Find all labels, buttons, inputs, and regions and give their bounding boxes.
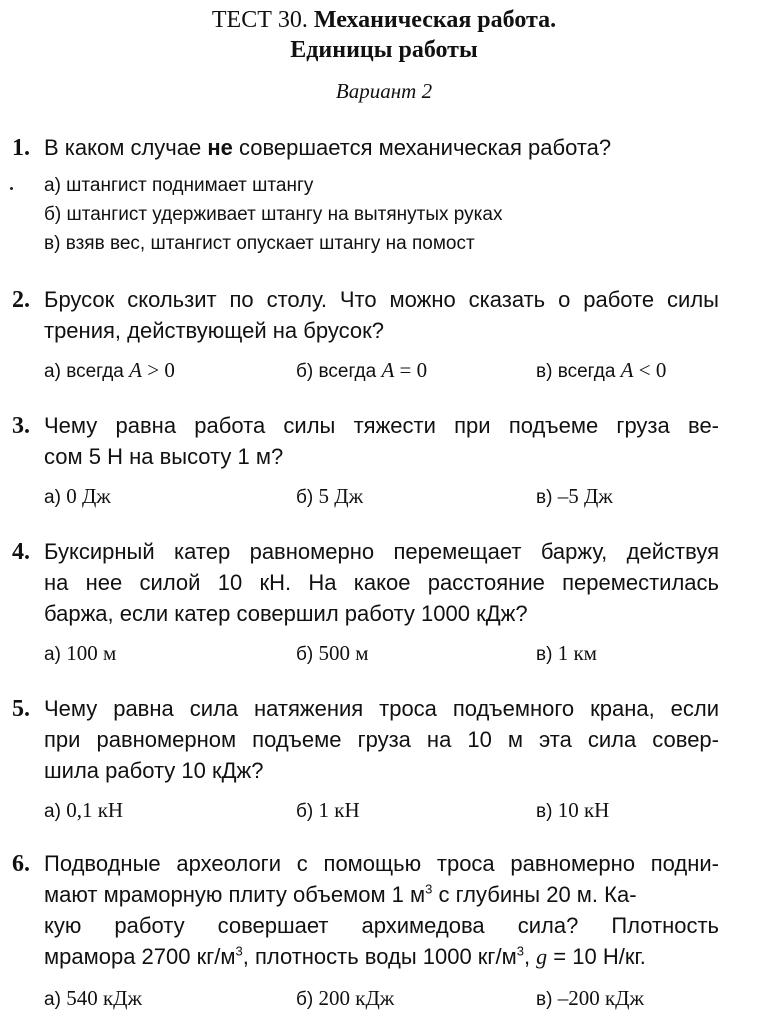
question-number: 3. [12,413,30,439]
option-relation: = 0 [394,358,428,382]
question-line: на нее силой 10 кН. На какое расстояние переместилась [44,570,719,595]
option-value: 500 м [318,641,369,665]
option-label: в) [536,361,553,382]
question-line: баржа, если катер совершил работу 1000 кДж? [44,601,528,626]
option [44,797,123,825]
option-value: 10 кН [557,798,610,822]
option-label: б) [296,487,314,508]
question-number: 4. [12,539,30,565]
question-number: 2. [12,287,30,313]
option [536,483,613,511]
superscript: 3 [425,881,433,897]
question-text [44,133,719,163]
question-line: при равномерном подъеме груза на 10 м эта сила совер- [44,727,719,752]
option: в) взяв вес, штангист опускает штангу на помост [44,233,475,254]
option [44,640,116,668]
superscript: 3 [235,943,243,959]
option [296,985,394,1013]
option [536,640,597,668]
option [44,483,111,511]
option-label: а) [44,801,61,822]
topic-line-1: Механическая работа. [313,7,557,33]
question-text-part: , [523,944,537,969]
option-variable: A [620,358,634,382]
question-number: 6. [12,851,30,877]
option-label: б) [296,644,314,665]
option [536,797,609,825]
variant-label: Вариант 2 [335,79,433,103]
option [296,483,363,511]
option [296,797,360,825]
question-number: 1. [12,135,30,161]
question-line: Чему равна сила натяжения троса подъемного крана, если [44,696,719,721]
option [44,357,175,385]
question-line: кую работу совершает архимедова сила? Плотность [44,913,719,938]
option-label: в) [536,989,553,1010]
option: б) штангист удерживает штангу на вытянутых руках [44,204,503,225]
question-line: Подводные археологи с помощью троса равномерно подни- [44,851,719,876]
option-label: а) [44,361,61,382]
topic-line-2: Единицы работы [290,37,478,63]
question-text-part: , плотность воды 1000 кг/м [242,944,517,969]
option-value: 0 Дж [66,484,111,508]
option-text: всегда [557,361,621,382]
option-value: 1 км [557,641,597,665]
option-label: а) [44,487,61,508]
option-text: всегда [66,361,130,382]
option [536,985,644,1013]
option [296,640,369,668]
question-text-part: с глубины 20 м. Ка- [432,882,637,907]
option-value: 200 кДж [318,986,395,1010]
option-label: б) [296,801,314,822]
option-label: б) [296,361,314,382]
option-label: б) [296,989,314,1010]
question-line: Буксирный катер равномерно перемещает баржу, действуя [44,539,719,564]
question-text-part: = 10 Н/кг. [547,944,646,969]
question-line: сом 5 Н на высоту 1 м? [44,444,284,469]
question-text-emphasis: не [207,135,233,160]
question-text-part: мают мраморную плиту объемом 1 м [44,882,426,907]
question-line: Чему равна работа силы тяжести при подъеме груза ве- [44,413,719,438]
option-variable: A [381,358,395,382]
option-value: 1 кН [318,798,360,822]
superscript: 3 [516,943,524,959]
question-text-part: В каком случае [44,135,208,160]
option-label: в) [536,487,553,508]
option: а) штангист поднимает штангу [44,175,314,196]
option-text: всегда [318,361,382,382]
option-label: в) [536,801,553,822]
test-title [0,6,768,34]
question-number: 5. [12,696,30,722]
question-line: трения, действующей на брусок? [44,318,384,343]
question-line: шила работу 10 кДж? [44,758,264,783]
option-relation: > 0 [141,358,175,382]
option-value: –5 Дж [557,484,613,508]
option-label: а) [44,989,61,1010]
option [44,985,142,1013]
option-variable: A [129,358,142,382]
option-relation: < 0 [633,358,667,382]
question-text-part: мрамора 2700 кг/м [44,944,236,969]
question-text-part: совершается механическая работа? [232,135,612,160]
option-label: а) [44,644,61,665]
option-value: 540 кДж [66,986,142,1010]
option-value: 0,1 кН [66,798,124,822]
option-value: 5 Дж [318,484,364,508]
option-value: –200 кДж [557,986,644,1010]
option [536,357,666,385]
option-label: в) [536,644,553,665]
option-value: 100 м [66,641,117,665]
stray-dot [10,187,13,190]
question-line: Брусок скользит по столу. Что можно сказать о работе силы [44,287,719,312]
option [296,357,427,385]
test-label: ТЕСТ 30. [211,7,308,33]
question-line [44,942,719,972]
question-line [44,880,719,910]
gravity-variable: g [536,944,548,969]
